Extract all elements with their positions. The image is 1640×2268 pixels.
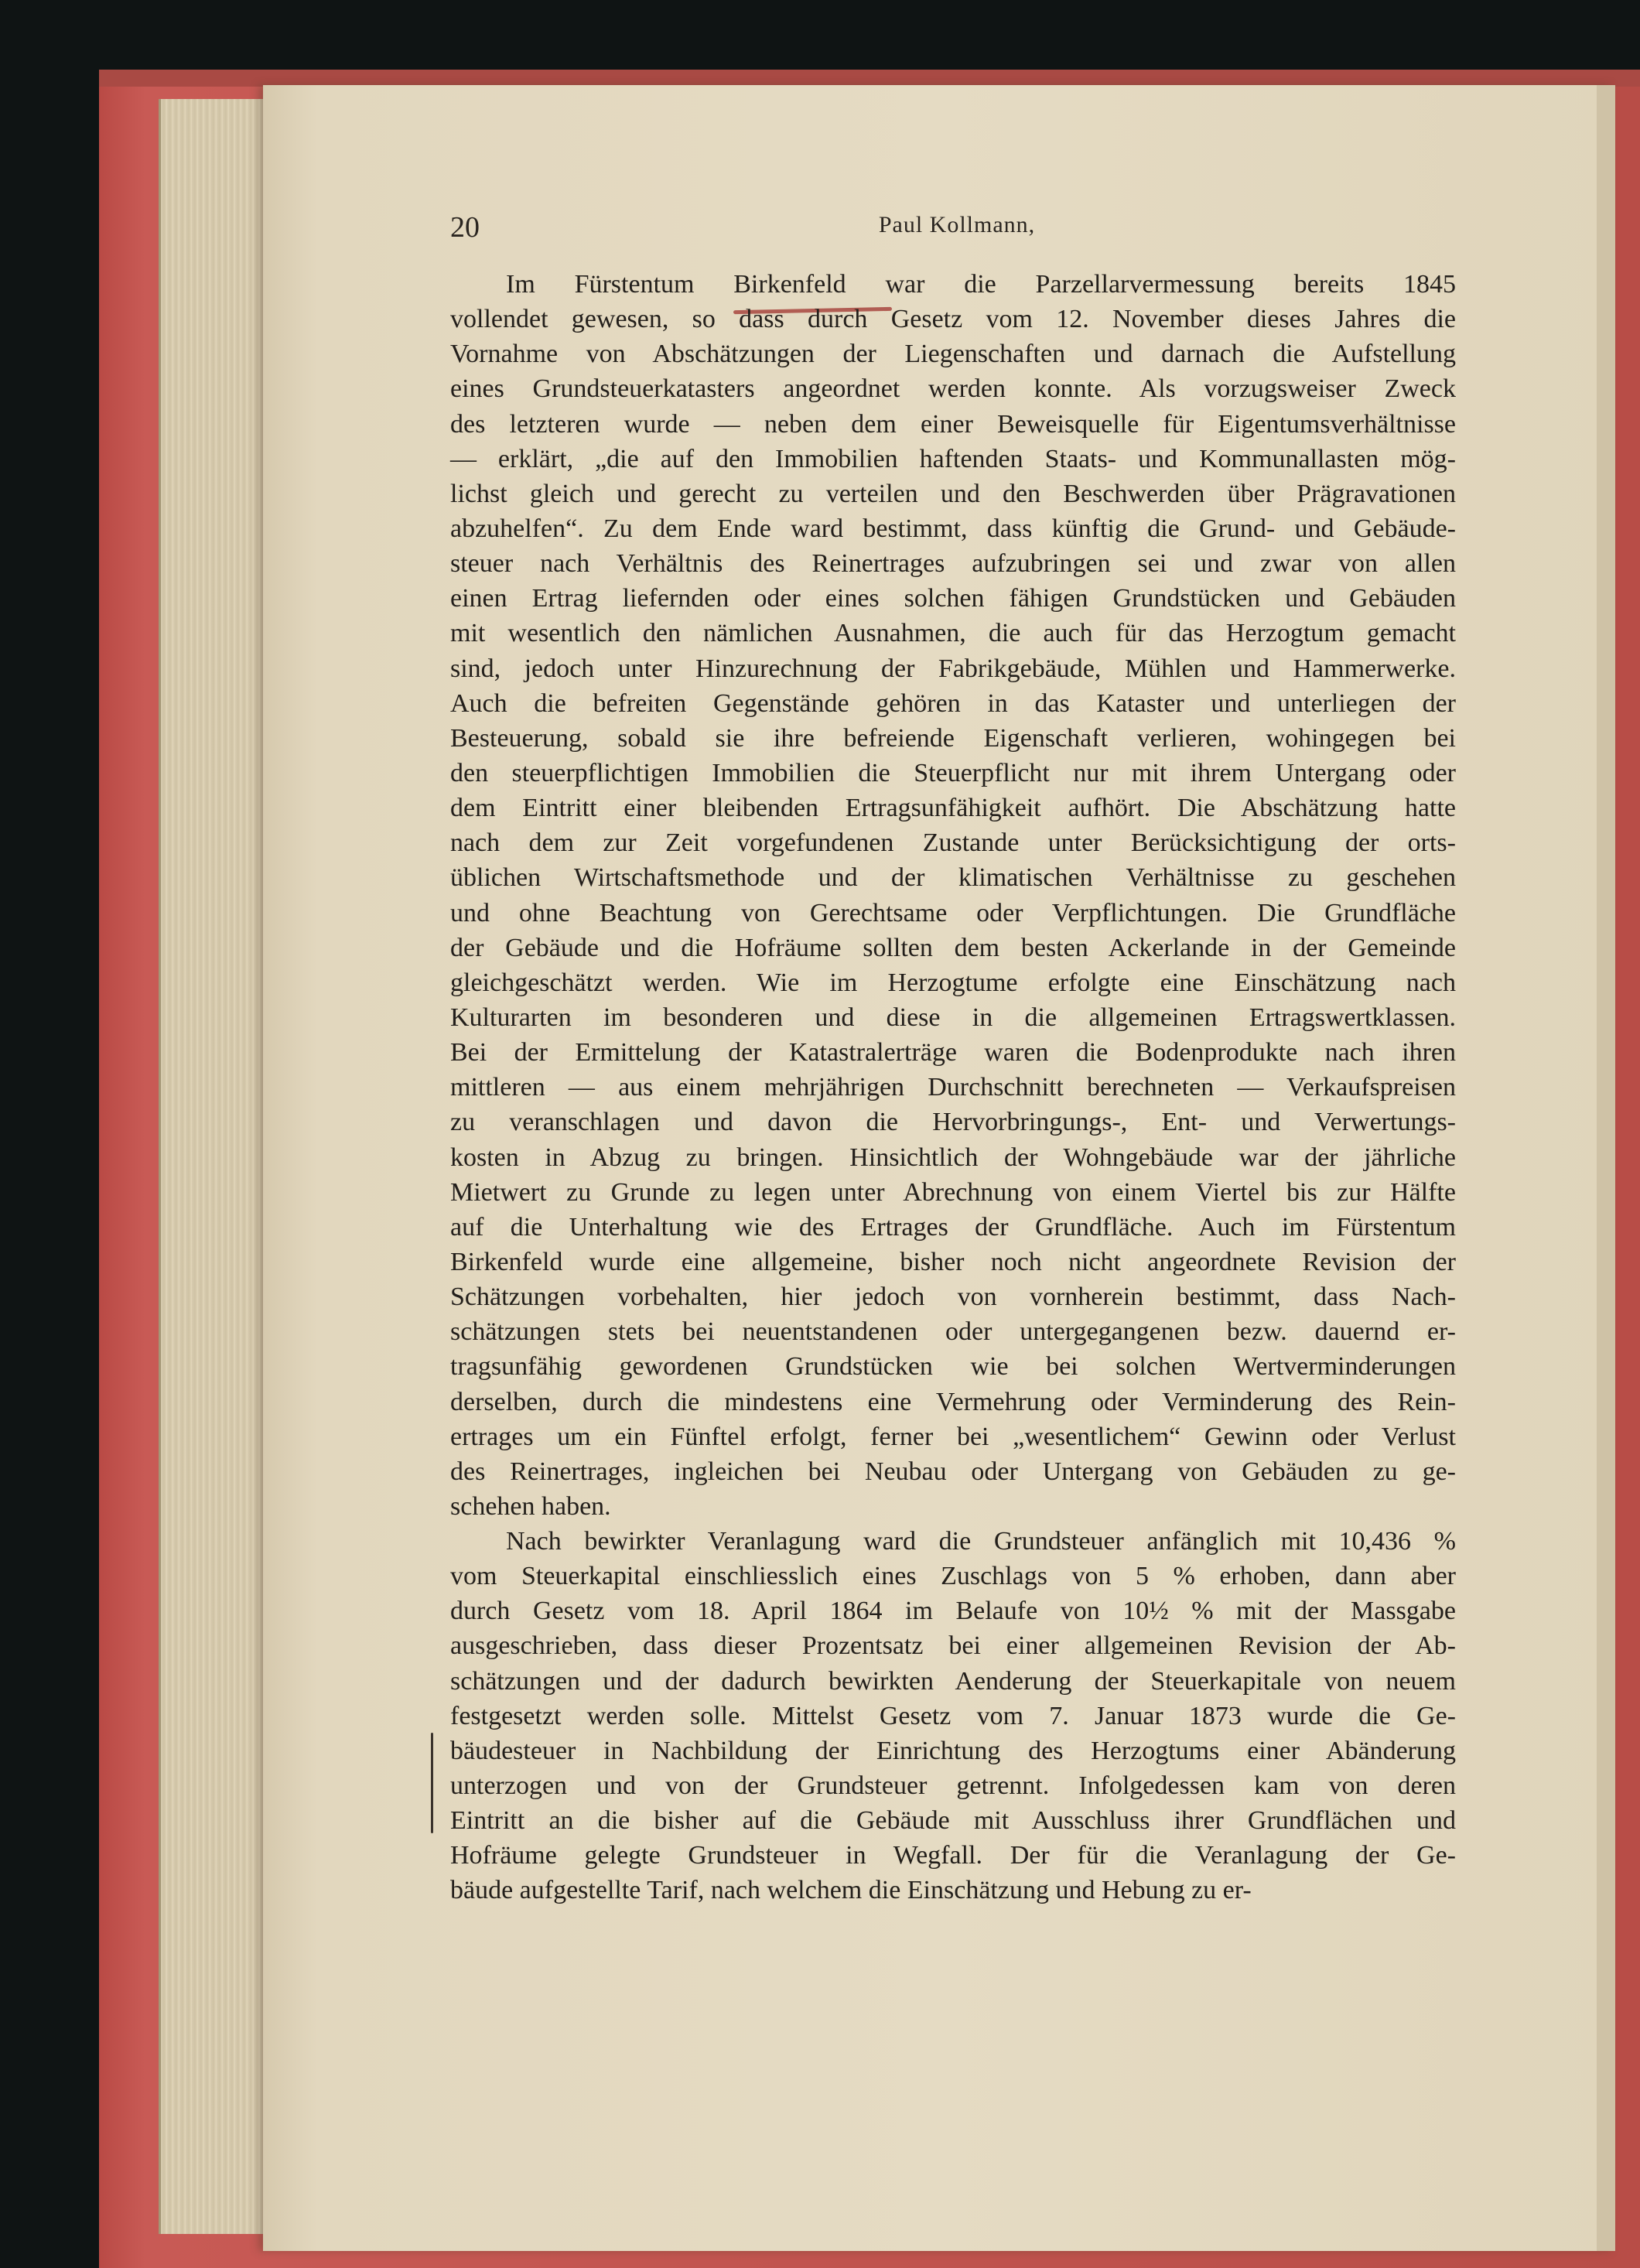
page-header [450, 210, 1464, 249]
paragraph [450, 1524, 1456, 1908]
text-line: zu veranschlagen und davon die Hervorbringungs-, Ent- und Verwertungs- [450, 1108, 1456, 1137]
text-line: der Gebäude und die Hofräume sollten dem besten Ackerlande in der Gemeinde [450, 933, 1456, 962]
text-line: Hofräume gelegte Grundsteuer in Wegfall. Der für die Veranlagung der Ge- [450, 1841, 1456, 1870]
book-cover-edge [99, 70, 1640, 87]
text-line: üblichen Wirtschaftsmethode und der klimatischen Verhältnisse zu geschehen [450, 863, 1456, 893]
text-line: schehen haben. [450, 1491, 611, 1521]
text-line: kosten in Abzug zu bringen. Hinsichtlich der Wohngebäude war der jährliche [450, 1143, 1456, 1172]
text-line: Kulturarten im besonderen und diese in die allgemeinen Ertragswertklassen. [450, 1002, 1456, 1032]
text-line: — erklärt, „die auf den Immobilien haftenden Staats- und Kommunallasten mög- [450, 444, 1456, 473]
text-line: schätzungen und der dadurch bewirkten Aenderung der Steuerkapitale von neuem [450, 1666, 1456, 1696]
text-line: bäudesteuer in Nachbildung der Einrichtung des Herzogtums einer Abänderung [450, 1736, 1456, 1765]
text-line: nach dem zur Zeit vorgefundenen Zustande unter Berücksichtigung der orts- [450, 828, 1456, 858]
margin-pencil-mark [431, 1733, 433, 1833]
text-line: abzuhelfen“. Zu dem Ende ward bestimmt, dass künftig die Grund- und Gebäude- [450, 514, 1456, 543]
text-line: auf die Unterhaltung wie des Ertrages der Grundfläche. Auch im Fürstentum [450, 1212, 1456, 1242]
text-line: Nach bewirkter Veranlagung ward die Grundsteuer anfänglich mit 10,436 % [506, 1527, 1456, 1556]
text-line: schätzungen stets bei neuentstandenen oder untergegangenen bezw. dauernd er- [450, 1317, 1456, 1347]
text-line: Eintritt an die bisher auf die Gebäude mit Ausschluss ihrer Grundflächen und [450, 1806, 1456, 1836]
text-line: festgesetzt werden solle. Mittelst Gesetz vom 7. Januar 1873 wurde die Ge- [450, 1701, 1456, 1730]
text-line: Im Fürstentum Birkenfeld war die Parzellarvermessung bereits 1845 [506, 270, 1456, 299]
text-line: Schätzungen vorbehalten, hier jedoch von vornherein bestimmt, dass Nach- [450, 1283, 1456, 1312]
text-line: Vornahme von Abschätzungen der Liegenschaften und darnach die Aufstellung [450, 340, 1456, 369]
text-line: Besteuerung, sobald sie ihre befreiende Eigenschaft verlieren, wohingegen bei [450, 723, 1456, 753]
text-line: mittleren — aus einem mehrjährigen Durchschnitt berechneten — Verkaufspreisen [450, 1073, 1456, 1102]
text-line: Auch die befreiten Gegenstände gehören in das Kataster und unterliegen der [450, 688, 1456, 718]
text-line: vom Steuerkapital einschliesslich eines Zuschlags von 5 % erhoben, dann aber [450, 1562, 1456, 1591]
text-line: mit wesentlich den nämlichen Ausnahmen, die auch für das Herzogtum gemacht [450, 619, 1456, 648]
text-line: Birkenfeld wurde eine allgemeine, bisher noch nicht angeordnete Revision der [450, 1247, 1456, 1276]
text-line: sind, jedoch unter Hinzurechnung der Fabrikgebäude, Mühlen und Hammerwerke. [450, 654, 1456, 683]
paragraph [450, 267, 1456, 1524]
text-line: ausgeschrieben, dass dieser Prozentsatz bei einer allgemeinen Revision der Ab- [450, 1631, 1456, 1661]
text-line: Mietwert zu Grunde zu legen unter Abrechnung von einem Viertel bis zur Hälfte [450, 1177, 1456, 1207]
text-line: bäude aufgestellte Tarif, nach welchem die Einschätzung und Hebung zu er- [450, 1876, 1252, 1905]
text-line: unterzogen und von der Grundsteuer getrennt. Infolgedessen kam von deren [450, 1771, 1456, 1801]
text-line: derselben, durch die mindestens eine Vermehrung oder Verminderung des Rein- [450, 1387, 1456, 1416]
text-line: steuer nach Verhältnis des Reinertrages aufzubringen sei und zwar von allen [450, 549, 1456, 579]
text-line: Bei der Ermittelung der Katastralerträge waren die Bodenprodukte nach ihren [450, 1038, 1456, 1067]
text-line: einen Ertrag liefernden oder eines solchen fähigen Grundstücken und Gebäuden [450, 584, 1456, 613]
text-line: tragsunfähig gewordenen Grundstücken wie bei solchen Wertverminderungen [450, 1352, 1456, 1382]
text-line: des letzteren wurde — neben dem einer Beweisquelle für Eigentumsverhältnisse [450, 409, 1456, 439]
text-line: gleichgeschätzt werden. Wie im Herzogtume erfolgte eine Einschätzung nach [450, 968, 1456, 997]
body-text [450, 267, 1456, 1908]
text-line: des Reinertrages, ingleichen bei Neubau oder Untergang von Gebäuden zu ge- [450, 1457, 1456, 1486]
text-line: dem Eintritt einer bleibenden Ertragsunfähigkeit aufhört. Die Abschätzung hatte [450, 794, 1456, 823]
text-line: durch Gesetz vom 18. April 1864 im Belaufe von 10½ % mit der Massgabe [450, 1597, 1456, 1626]
running-head: Paul Kollmann, [878, 212, 1036, 237]
page-number: 20 [450, 211, 480, 244]
text-line: eines Grundsteuerkatasters angeordnet werden konnte. Als vorzugsweiser Zweck [450, 374, 1456, 404]
text-line: den steuerpflichtigen Immobilien die Steuerpflicht nur mit ihrem Untergang oder [450, 758, 1456, 787]
page-fold [1597, 85, 1615, 2251]
text-line: und ohne Beachtung von Gerechtsame oder Verpflichtungen. Die Grundfläche [450, 898, 1456, 927]
text-line: lichst gleich und gerecht zu verteilen und den Beschwerden über Prägravationen [450, 479, 1456, 508]
text-line: vollendet gewesen, so dass durch Gesetz vom 12. November dieses Jahres die [450, 305, 1456, 334]
text-line: ertrages um ein Fünftel erfolgt, ferner bei „wesentlichem“ Gewinn oder Verlust [450, 1422, 1456, 1451]
